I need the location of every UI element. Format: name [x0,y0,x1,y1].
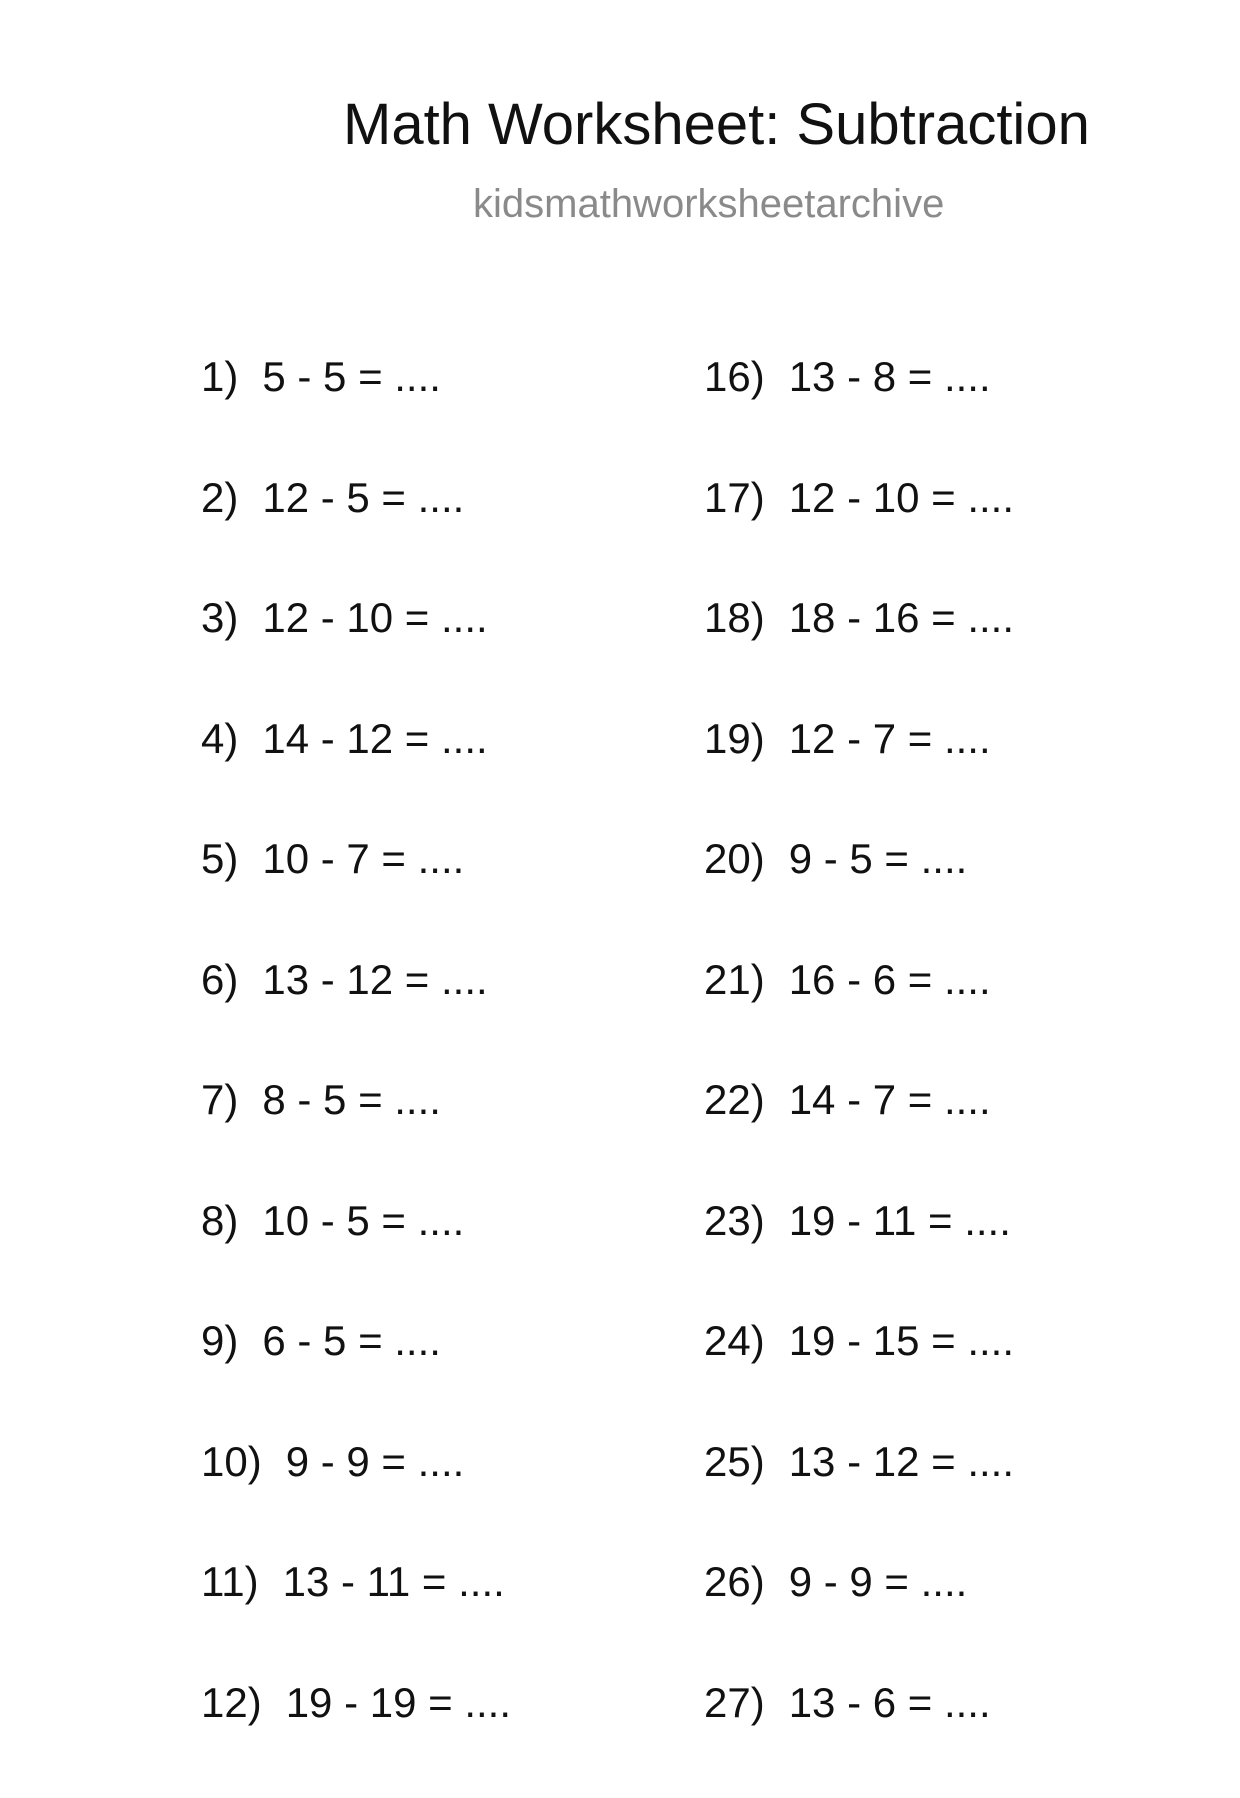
problem-item [201,593,671,714]
problem-expression: 13 - 12 = .... [262,955,487,1005]
problem-item [201,1557,671,1678]
page-subtitle: kidsmathworksheetarchive [473,181,944,227]
problem-expression: 10 - 5 = .... [262,1196,464,1246]
problem-number: 18) [704,593,765,643]
problem-item [201,1075,671,1196]
problem-number: 2) [201,473,238,523]
problem-item [201,834,671,955]
problem-item [201,1196,671,1317]
problem-number: 3) [201,593,238,643]
problem-number: 1) [201,352,238,402]
problem-expression: 18 - 16 = .... [789,593,1014,643]
problem-item [201,1437,671,1558]
problem-expression: 14 - 7 = .... [789,1075,991,1125]
problem-expression: 14 - 12 = .... [262,714,487,764]
problem-expression: 8 - 5 = .... [262,1075,441,1125]
problem-number: 20) [704,834,765,884]
problem-item [201,1678,671,1798]
problem-number: 5) [201,834,238,884]
problem-item [704,834,1174,955]
problem-number: 8) [201,1196,238,1246]
problem-item [201,955,671,1076]
problem-number: 25) [704,1437,765,1487]
problem-item [201,473,671,594]
problem-expression: 19 - 19 = .... [286,1678,511,1728]
problem-number: 17) [704,473,765,523]
problem-expression: 12 - 10 = .... [789,473,1014,523]
problem-number: 6) [201,955,238,1005]
problem-number: 27) [704,1678,765,1728]
problem-number: 10) [201,1437,262,1487]
problem-expression: 6 - 5 = .... [262,1316,441,1366]
problem-expression: 12 - 10 = .... [262,593,487,643]
problem-item [704,1678,1174,1798]
problem-number: 7) [201,1075,238,1125]
problem-expression: 16 - 6 = .... [789,955,991,1005]
problem-expression: 9 - 9 = .... [789,1557,968,1607]
problem-item [201,352,671,473]
problem-expression: 19 - 15 = .... [789,1316,1014,1366]
page-title: Math Worksheet: Subtraction [343,92,1090,159]
problem-item [704,1196,1174,1317]
problem-item [704,1557,1174,1678]
problem-column-right [704,352,1174,1798]
problem-item [704,955,1174,1076]
problem-item [201,714,671,835]
problem-number: 22) [704,1075,765,1125]
problem-number: 26) [704,1557,765,1607]
problem-item [704,473,1174,594]
problem-expression: 19 - 11 = .... [789,1196,1011,1246]
problem-item [704,1437,1174,1558]
problem-number: 19) [704,714,765,764]
problem-expression: 13 - 12 = .... [789,1437,1014,1487]
problem-expression: 5 - 5 = .... [262,352,441,402]
problem-expression: 9 - 5 = .... [789,834,968,884]
problem-expression: 10 - 7 = .... [262,834,464,884]
problem-number: 12) [201,1678,262,1728]
problem-number: 9) [201,1316,238,1366]
problem-expression: 13 - 8 = .... [789,352,991,402]
problem-column-left [201,352,671,1798]
problem-item [704,1316,1174,1437]
problem-expression: 9 - 9 = .... [286,1437,465,1487]
problem-expression: 12 - 5 = .... [262,473,464,523]
problem-number: 11) [201,1557,259,1607]
problem-expression: 12 - 7 = .... [789,714,991,764]
problem-item [704,1075,1174,1196]
problem-number: 4) [201,714,238,764]
problem-number: 16) [704,352,765,402]
problem-number: 24) [704,1316,765,1366]
problem-expression: 13 - 11 = .... [283,1557,505,1607]
problem-item [201,1316,671,1437]
problem-expression: 13 - 6 = .... [789,1678,991,1728]
problem-item [704,352,1174,473]
problem-item [704,593,1174,714]
problem-number: 23) [704,1196,765,1246]
problem-number: 21) [704,955,765,1005]
problem-item [704,714,1174,835]
